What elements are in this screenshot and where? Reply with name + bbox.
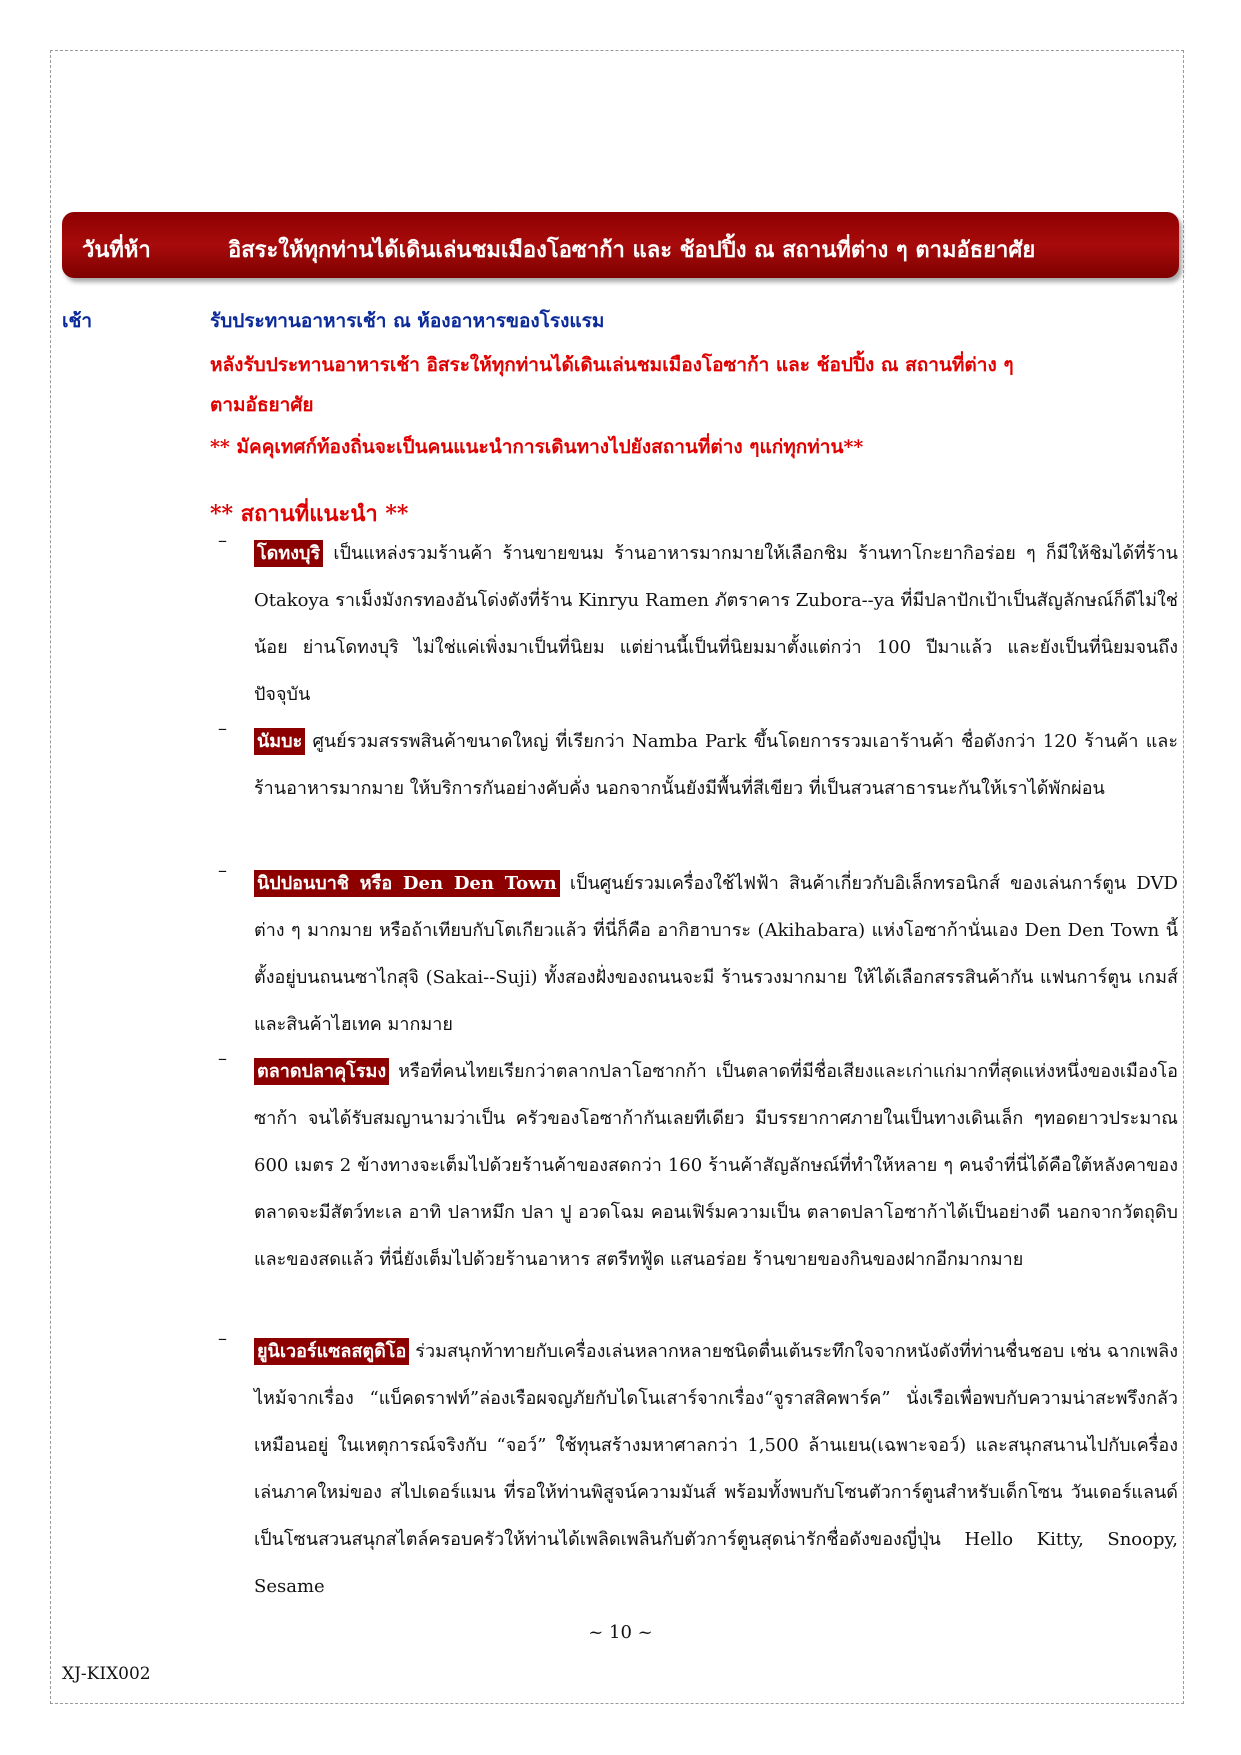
bullet-dash: – — [218, 718, 227, 739]
bullet-dash: – — [218, 1048, 227, 1069]
free-time-line-1: หลังรับประทานอาหารเช้า อิสระให้ทุกท่านได้เดินเล่นชมเมืองโอซาก้า และ ช้อปปิ้ง ณ สถานที่ต่าง ๆ — [210, 354, 1014, 376]
place-name: ตลาดปลาคุโรมง — [254, 1058, 389, 1085]
place-description: ศูนย์รวมสรรพสินค้าขนาดใหญ่ ที่เรียกว่า Namba Park ขึ้นโดยการรวมเอาร้านค้า ชื่อดังกว่า 120 ร้านค้า และร้านอาหารมากมาย ให้บริการกันอย่างคับคั่ง นอกจากนั้นยังมีพื้นที่สีเขียว ที่เป็นสวนสาธารนะกันให้เราได้พักผ่อน — [254, 731, 1178, 799]
place-text — [254, 1328, 1178, 1610]
day-header-banner — [62, 212, 1179, 278]
bullet-dash: – — [218, 530, 227, 551]
day-label: วันที่ห้า — [82, 237, 151, 263]
time-label-morning: เช้า — [62, 310, 93, 332]
document-code: XJ-KIX002 — [62, 1664, 151, 1684]
place-description: ร่วมสนุกท้าทายกับเครื่องเล่นหลากหลายชนิดตื่นเต้นระทึกใจจากหนังดังที่ท่านชื่นชอบ เช่น ฉากเพลิงไหม้จากเรื่อง “แบ็คดราฟท์”ล่องเรือผจญภัยกับไดโนเสาร์จากเรื่อง“จูราสสิคพาร์ค” นั่งเรือเพื่อพบกับความน่าสะพรึงกลัวเหมือนอยู่ ในเหตุการณ์จริงกับ “จอว์” ใช้ทุนสร้างมหาศาลกว่า 1,500 ล้านเยน(เฉพาะจอว์) และสนุกสนานไปกับเครื่องเล่นภาคใหม่ของ สไปเดอร์แมน ที่รอให้ท่านพิสูจน์ความมันส์ พร้อมทั้งพบกับโซนตัวการ์ตูนสำหรับเด็กโซน วันเดอร์แลนด์ เป็นโซนสวนสนุกสไตล์ครอบครัวให้ท่านได้เพลิดเพลินกับตัวการ์ตูนสุดน่ารักชื่อดังของญี่ปุ่น Hello Kitty, Snoopy, Sesame — [254, 1341, 1178, 1597]
place-name: โดทงบุริ — [254, 540, 323, 567]
place-text — [254, 860, 1178, 1048]
free-time-line-2: ตามอัธยาศัย — [210, 394, 314, 416]
bullet-dash: – — [218, 860, 227, 881]
place-item — [218, 530, 1178, 718]
recommend-heading: ** สถานที่แนะนำ ** — [210, 501, 409, 527]
place-item — [218, 860, 1178, 1048]
place-item — [218, 1328, 1178, 1610]
day-title: อิสระให้ทุกท่านได้เดินเล่นชมเมืองโอซาก้า และ ช้อปปิ้ง ณ สถานที่ต่าง ๆ ตามอัธยาศัย — [228, 237, 1036, 263]
place-item — [218, 718, 1178, 812]
place-name: ยูนิเวอร์แซลสตูดิโอ — [254, 1338, 409, 1365]
breakfast-line: รับประทานอาหารเช้า ณ ห้องอาหารของโรงแรม — [210, 310, 605, 332]
place-text — [254, 1048, 1178, 1283]
place-text — [254, 718, 1178, 812]
place-description: หรือที่คนไทยเรียกว่าตลากปลาโอซากก้า เป็นตลาดที่มีชื่อเสียงและเก่าแก่มากที่สุดแห่งหนึ่งของเมืองโอซาก้า จนได้รับสมญานามว่าเป็น ครัวของโอซาก้ากันเลยทีเดียว มีบรรยากาศภายในเป็นทางเดินเล็ก ๆทอดยาวประมาณ 600 เมตร 2 ข้างทางจะเต็มไปด้วยร้านค้าของสดกว่า 160 ร้านค้าสัญลักษณ์ที่ทำให้หลาย ๆ คนจำที่นี่ได้คือใต้หลังคาของตลาดจะมีสัตว์ทะเล อาทิ ปลาหมึก ปลา ปู อวดโฉม คอนเฟิร์มความเป็น ตลาดปลาโอซาก้าได้เป็นอย่างดี นอกจากวัตถุดิบและของสดแล้ว ที่นี่ยังเต็มไปด้วยร้านอาหาร สตรีทฟู้ด แสนอร่อย ร้านขายของกินของฝากอีกมากมาย — [254, 1061, 1178, 1270]
place-description: เป็นศูนย์รวมเครื่องใช้ไฟฟ้า สินค้าเกี่ยวกับอิเล็กทรอนิกส์ ของเล่นการ์ตูน DVD ต่าง ๆ มากมาย หรือถ้าเทียบกับโตเกียวแล้ว ที่นี่ก็คือ อากิฮาบาระ (Akihabara) แห่งโอซาก้านั่นเอง Den Den Town นี้ตั้งอยู่บนถนนซาไกสุจิ (Sakai--Suji) ทั้งสองฝั่งของถนนจะมี ร้านรวงมากมาย ให้ได้เลือกสรรสินค้ากัน แฟนการ์ตูน เกมส์ และสินค้าไฮเทค มากมาย — [254, 873, 1178, 1035]
place-name: นัมบะ — [254, 728, 305, 755]
bullet-dash: – — [218, 1328, 227, 1349]
place-item — [218, 1048, 1178, 1283]
place-description: เป็นแหล่งรวมร้านค้า ร้านขายขนม ร้านอาหารมากมายให้เลือกชิม ร้านทาโกะยากิอร่อย ๆ ก็มีให้ชิมได้ที่ร้าน Otakoya ราเม็งมังกรทองอันโด่งดังที่ร้าน Kinryu Ramen ภัตราคาร Zubora--ya ที่มีปลาปักเป้าเป็นสัญลักษณ์ก็ดีไม่ใช่น้อย ย่านโดทงบุริ ไม่ใช่แค่เพิ่งมาเป็นที่นิยม แต่ย่านนี้เป็นที่นิยมมาตั้งแต่กว่า 100 ปีมาแล้ว และยังเป็นที่นิยมจนถึงปัจจุบัน — [254, 543, 1178, 705]
place-text — [254, 530, 1178, 718]
place-name: นิปปอนบาชิ หรือ Den Den Town — [254, 870, 560, 897]
page-number: ~ 10 ~ — [588, 1622, 653, 1643]
guide-note: ** มัคคุเทศก์ท้องถิ่นจะเป็นคนแนะนำการเดินทางไปยังสถานที่ต่าง ๆแก่ทุกท่าน** — [210, 436, 864, 458]
